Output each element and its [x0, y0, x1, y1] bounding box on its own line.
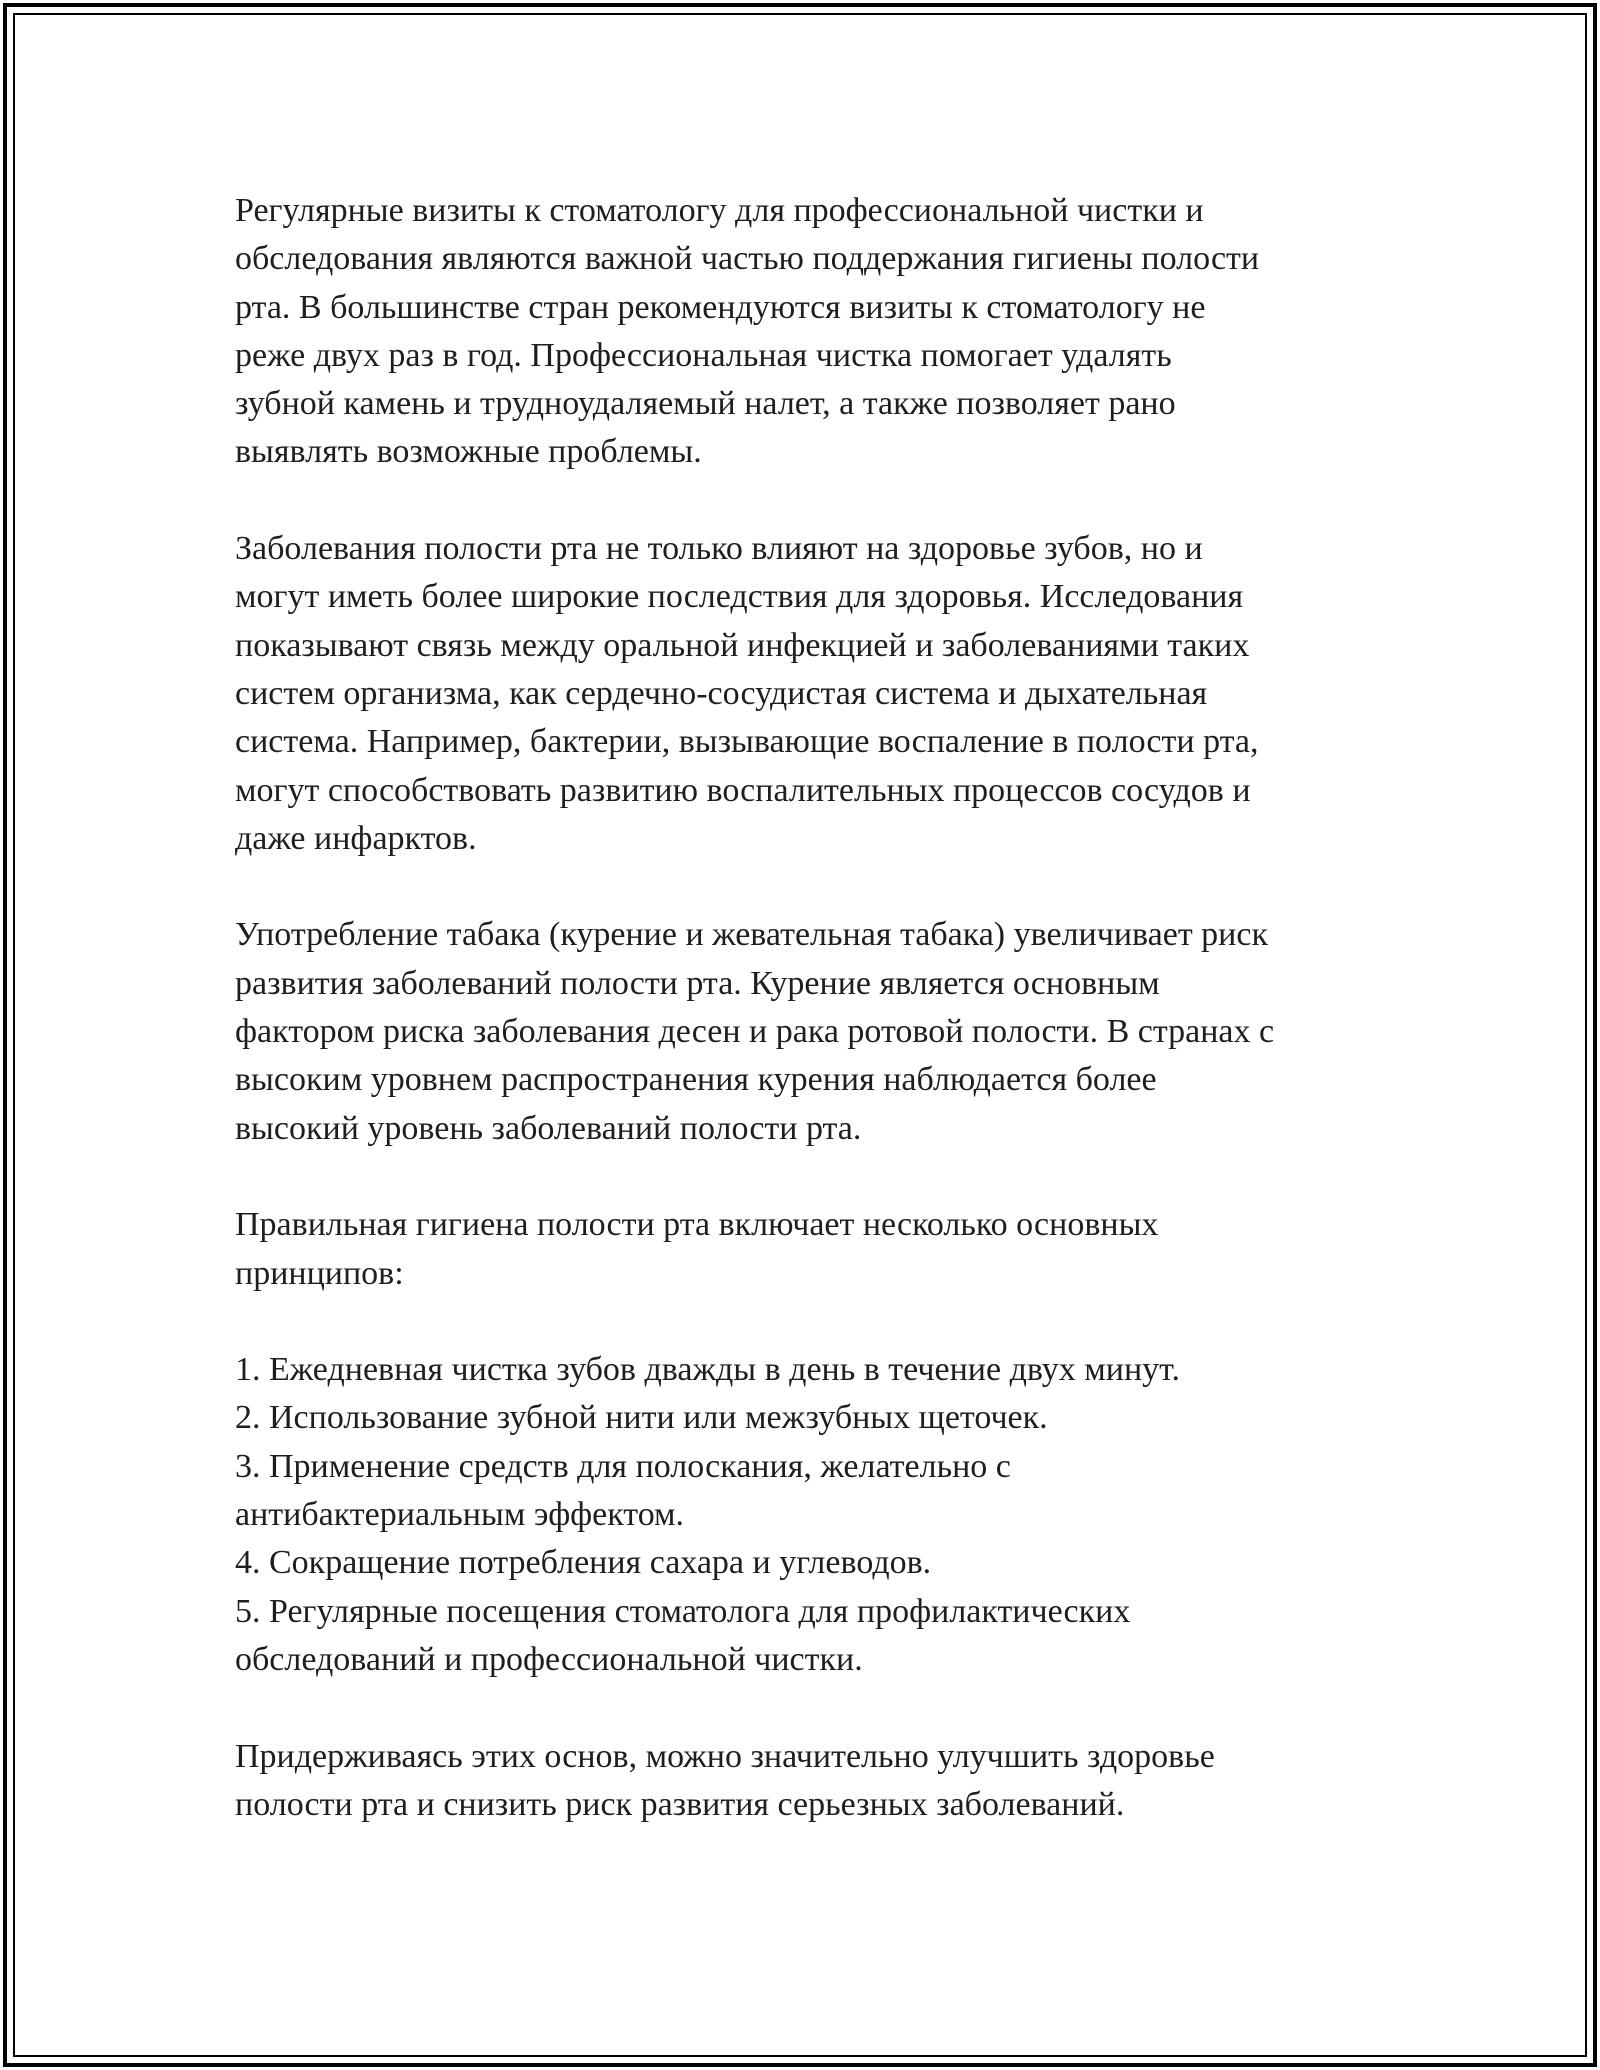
text-line: Правильная гигиена полости рта включает несколько основных [235, 1206, 1159, 1244]
text-line: обследования являются важной частью поддержания гигиены полости [235, 240, 1260, 278]
paragraph-dental-visits [235, 187, 1385, 477]
paragraph-gap [235, 1153, 1385, 1201]
text-line: реже двух раз в год. Профессиональная чистка помогает удалять [235, 336, 1172, 374]
hygiene-principles-list [235, 1346, 1385, 1684]
text-line: могут иметь более широкие последствия для здоровья. Исследования [235, 578, 1244, 616]
text-line: систем организма, как сердечно-сосудистая система и дыхательная [235, 674, 1208, 712]
text-line: фактором риска заболевания десен и рака ротовой полости. В странах с [235, 1013, 1275, 1051]
list-item: 1. Ежедневная чистка зубов дважды в день в течение двух минут. [235, 1351, 1180, 1389]
paragraph-gap [235, 1684, 1385, 1732]
text-line: Регулярные визиты к стоматологу для профессиональной чистки и [235, 192, 1204, 229]
document-body [235, 187, 1385, 1829]
text-line: зубной камень и трудноудаляемый налет, а также позволяет рано [235, 385, 1176, 423]
text-line: выявлять возможные проблемы. [235, 433, 702, 471]
paragraph-oral-disease-effects [235, 525, 1385, 863]
text-line: высокий уровень заболеваний полости рта. [235, 1109, 862, 1147]
paragraph-hygiene-intro [235, 1201, 1385, 1298]
text-line: показывают связь между оральной инфекцией и заболеваниями таких [235, 626, 1250, 664]
list-item-continuation: антибактериальным эффектом. [235, 1496, 685, 1534]
paragraph-gap [235, 1298, 1385, 1346]
text-line: система. Например, бактерии, вызывающие воспаление в полости рта, [235, 723, 1259, 761]
text-line: рта. В большинстве стран рекомендуются визиты к стоматологу не [235, 288, 1206, 326]
list-item-continuation: обследований и профессиональной чистки. [235, 1640, 863, 1678]
text-line: могут способствовать развитию воспалительных процессов сосудов и [235, 771, 1251, 809]
list-item: 3. Применение средств для полоскания, желательно с [235, 1447, 1011, 1485]
paragraph-tobacco [235, 911, 1385, 1152]
paragraph-gap [235, 477, 1385, 525]
text-line: даже инфарктов. [235, 819, 477, 857]
text-line: развития заболеваний полости рта. Курение является основным [235, 964, 1160, 1002]
text-line: Употребление табака (курение и жевательная табака) увеличивает риск [235, 916, 1268, 954]
paragraph-conclusion [235, 1733, 1385, 1830]
list-item: 4. Сокращение потребления сахара и углеводов. [235, 1544, 932, 1582]
text-line: принципов: [235, 1254, 404, 1292]
paragraph-gap [235, 863, 1385, 911]
list-item: 5. Регулярные посещения стоматолога для профилактических [235, 1592, 1131, 1630]
text-line: полости рта и снизить риск развития серьезных заболеваний. [235, 1785, 1125, 1823]
text-line: Придерживаясь этих основ, можно значительно улучшить здоровье [235, 1737, 1215, 1775]
text-line: высоким уровнем распространения курения наблюдается более [235, 1061, 1157, 1099]
list-item: 2. Использование зубной нити или межзубных щеточек. [235, 1399, 1048, 1437]
text-line: Заболевания полости рта не только влияют на здоровье зубов, но и [235, 530, 1203, 568]
